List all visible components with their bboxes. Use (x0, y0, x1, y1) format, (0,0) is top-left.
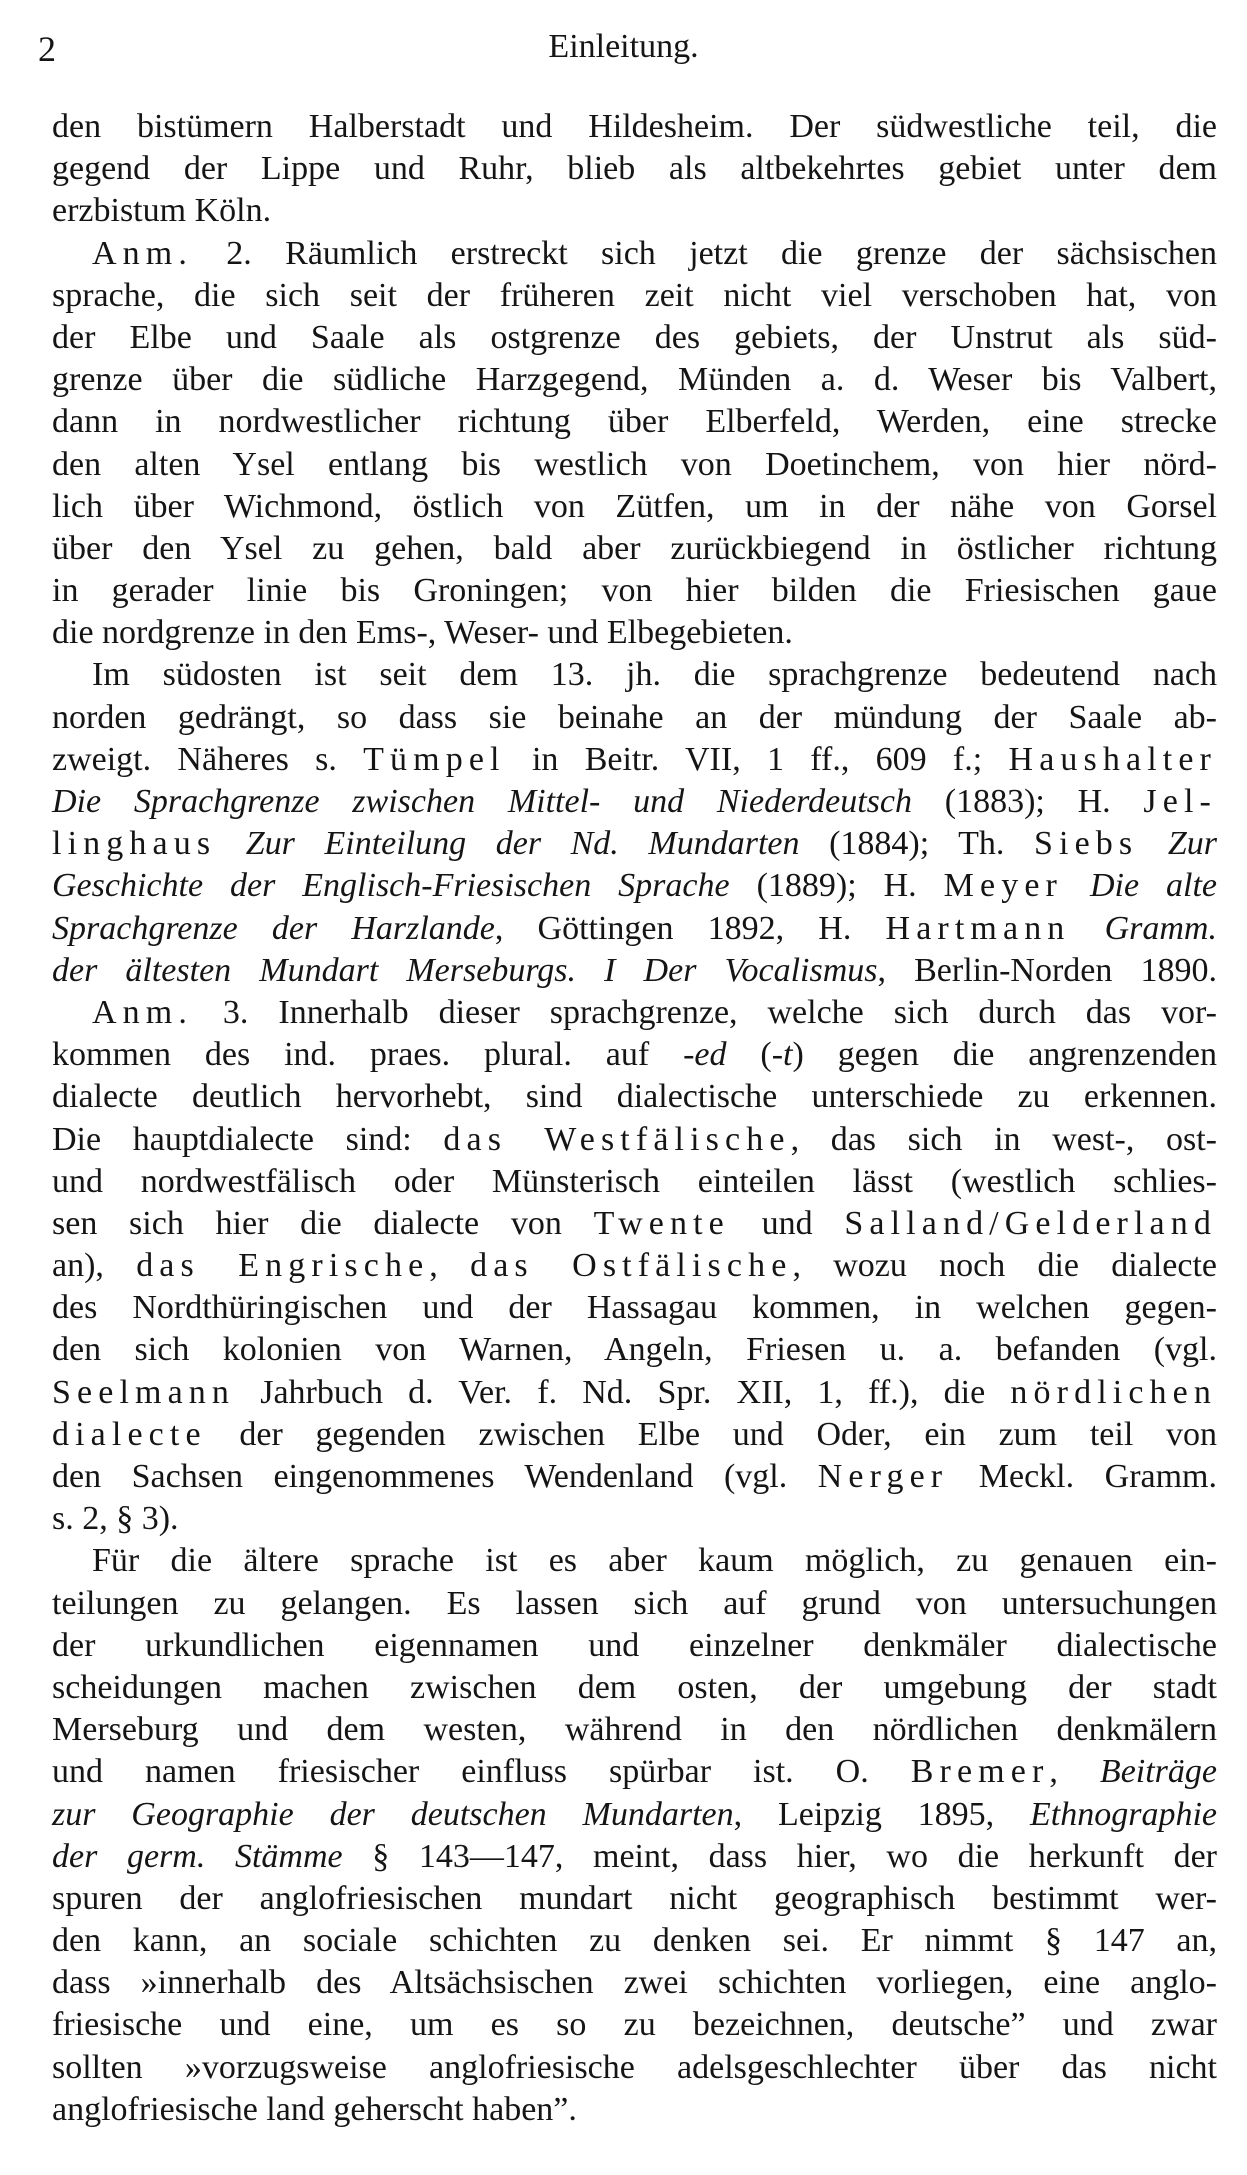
text-run: Die hauptdialecte sind: (52, 1120, 444, 1158)
text-run: teilungen zu gelangen. Es lassen sich auf grund von untersuchungen (52, 1584, 1217, 1622)
line-content (92, 233, 1217, 275)
text-run: norden gedrängt, so dass sie beinahe an der mündung der Saale ab- (52, 698, 1217, 736)
line-content (52, 1456, 1217, 1498)
text-run: den sich kolonien von Warnen, Angeln, Friesen u. a. befanden (vgl. (52, 1331, 1217, 1369)
spaced-name: das Westfälische (443, 1120, 791, 1158)
spaced-name: Hartmann (885, 909, 1071, 947)
text-run: Meckl. Gramm. (948, 1458, 1217, 1495)
line-content (52, 2089, 577, 2131)
text-line (52, 486, 1217, 528)
text-line (52, 1119, 1217, 1161)
text-run: dann in nordwestlicher richtung über Elberfeld, Werden, eine strecke (52, 403, 1217, 441)
line-content (52, 1667, 1217, 1709)
line-content (52, 275, 1217, 317)
text-run: die nordgrenze in den Ems-, Weser- und Elbegebieten. (52, 614, 793, 652)
text-run: (1889); H. (729, 867, 944, 905)
text-line (52, 444, 1217, 486)
text-line (52, 1414, 1217, 1456)
text-run: und (729, 1204, 845, 1242)
text-line (52, 823, 1217, 865)
text-run (1063, 867, 1090, 904)
text-run: , (429, 1247, 471, 1285)
page-number: 2 (38, 29, 56, 69)
line-content (52, 1920, 1217, 1962)
text-line (52, 2004, 1217, 2046)
line-content (52, 401, 1217, 443)
line-content (52, 1329, 1217, 1371)
text-line (52, 950, 1217, 992)
text-run: in gerader linie bis Groningen; von hier bilden die Friesischen gaue (52, 572, 1217, 610)
line-content (52, 1583, 1217, 1625)
text-line (52, 865, 1217, 907)
text-line (52, 1076, 1217, 1118)
text-line (52, 1751, 1217, 1793)
text-run: anglofriesische land geherscht haben”. (52, 2090, 577, 2128)
line-content (52, 908, 1217, 950)
spaced-name: Nerger (817, 1458, 949, 1495)
text-run: der Elbe und Saale als ostgrenze des gebiets, der Unstrut als süd- (52, 318, 1217, 356)
paragraph-first-line (52, 654, 1217, 696)
spaced-name: Meyer (943, 867, 1063, 905)
line-content (52, 1076, 1217, 1118)
spaced-name: linghaus (52, 825, 217, 863)
text-run: 3. Innerhalb dieser sprachgrenze, welche sich durch das vor- (192, 993, 1217, 1031)
text-run: über den Ysel zu gehen, bald aber zurückbiegend in östlicher richtung (52, 529, 1217, 567)
line-content (52, 486, 1217, 528)
text-line (52, 190, 1217, 232)
italic-title: Die Sprachgrenze zwischen Mittel- und Niederdeutsch (52, 783, 912, 820)
line-content (52, 317, 1217, 359)
paragraph-first-line (52, 992, 1217, 1034)
body-text (52, 106, 1217, 2131)
line-content (52, 697, 1217, 739)
text-line (52, 148, 1217, 190)
line-content (52, 1878, 1217, 1920)
text-line (52, 1836, 1217, 1878)
line-content (52, 570, 1217, 612)
line-content (52, 1245, 1217, 1287)
text-line (52, 1287, 1217, 1329)
spaced-name: Salland/Gelderland (844, 1204, 1217, 1242)
text-line (52, 697, 1217, 739)
text-run (216, 825, 246, 862)
line-content (52, 2047, 1217, 2089)
text-run: den alten Ysel entlang bis westlich von Doetinchem, von hier nörd- (52, 445, 1217, 483)
line-content (52, 2004, 1217, 2046)
text-line (52, 317, 1217, 359)
text-run: Im südosten ist seit dem 13. jh. die sprachgrenze bedeutend nach (92, 656, 1217, 694)
text-run: scheidungen machen zwischen dem osten, der umgebung der stadt (52, 1668, 1217, 1706)
line-content (52, 528, 1217, 570)
text-line (52, 1709, 1217, 1751)
text-line (52, 1329, 1217, 1371)
italic-title: Sprachgrenze der Harzlande (52, 909, 495, 947)
text-run: gegend der Lippe und Ruhr, blieb als altbekehrtes gebiet unter dem (52, 150, 1217, 188)
text-run: , Leipzig 1895, (733, 1795, 1031, 1833)
line-content (52, 1625, 1217, 1667)
text-run: den kann, an sociale schichten zu denken sei. Er nimmt § 147 an, (52, 1922, 1217, 1960)
text-run: grenze über die südliche Harzgegend, Münden a. d. Weser bis Valbert, (52, 361, 1217, 399)
line-content (52, 359, 1217, 401)
italic-title: der germ. Stämme (52, 1837, 343, 1875)
line-content (52, 1498, 179, 1540)
line-content (52, 781, 1217, 823)
text-run: § 143—147, meint, dass hier, wo die herkunft der (342, 1837, 1217, 1875)
line-content (52, 1962, 1217, 2004)
text-line (52, 739, 1217, 781)
spaced-name: das Ostfälische (470, 1247, 793, 1285)
text-run: spuren der anglofriesischen mundart nicht geographisch bestimmt wer- (52, 1879, 1217, 1917)
text-run: , Berlin-Norden 1890. (877, 951, 1217, 989)
text-run: 2. Räumlich erstreckt sich jetzt die grenze der sächsischen (192, 234, 1217, 272)
italic-title: Geschichte der Englisch-Friesischen Sprache (52, 867, 730, 905)
text-run: s. 2, § 3). (52, 1500, 179, 1538)
line-content (52, 823, 1217, 865)
italic-title: Gramm. (1104, 909, 1217, 947)
text-run: der urkundlichen eigennamen und einzelner denkmäler dialectische (52, 1626, 1217, 1664)
text-run: den bistümern Halberstadt und Hildesheim. Der südwestliche teil, die (52, 108, 1217, 145)
line-content (52, 1751, 1217, 1793)
text-run: sprache, die sich seit der früheren zeit nicht viel verschoben hat, von (52, 276, 1217, 314)
text-line (52, 359, 1217, 401)
spaced-name: Tümpel (363, 740, 506, 778)
line-content (52, 739, 1217, 781)
text-run: Für die ältere sprache ist es aber kaum möglich, zu genauen ein- (92, 1542, 1217, 1580)
text-run: dass »innerhalb des Altsächsischen zwei schichten vorliegen, eine anglo- (52, 1964, 1217, 2002)
text-run: sen sich hier die dialecte von (52, 1204, 594, 1242)
text-line (52, 1372, 1217, 1414)
text-line (52, 1920, 1217, 1962)
italic-title: der ältesten Mundart Merseburgs. I Der Vocalismus (52, 951, 878, 989)
spaced-name: Twente (593, 1204, 730, 1242)
text-run: Merseburg und dem westen, während in den nördlichen denkmälern (52, 1711, 1217, 1749)
text-line (52, 908, 1217, 950)
text-run: ) gegen die angrenzenden (792, 1036, 1217, 1074)
text-run: , Göttingen 1892, H. (494, 909, 886, 947)
spaced-name: nördlichen (1010, 1373, 1217, 1411)
text-run: in Beitr. VII, 1 ff., 609 f.; (505, 740, 1009, 778)
text-run: Jahrbuch d. Ver. f. Nd. Spr. XII, 1, ff.), die (235, 1373, 1011, 1411)
text-line (52, 1878, 1217, 1920)
line-content (52, 1836, 1217, 1878)
text-line (52, 1161, 1217, 1203)
line-content (52, 148, 1217, 190)
text-line (52, 1245, 1217, 1287)
line-content (52, 190, 271, 232)
text-run: (1883); H. (912, 783, 1144, 820)
text-run (1138, 825, 1168, 862)
text-line (52, 1203, 1217, 1245)
text-line (52, 401, 1217, 443)
line-content (52, 865, 1217, 907)
text-run: der gegenden zwischen Elbe und Oder, ein zum teil von (206, 1415, 1217, 1453)
line-content (52, 612, 793, 654)
text-run (1070, 910, 1104, 947)
text-run: , das sich in west-, ost- (790, 1120, 1217, 1158)
text-line (52, 2047, 1217, 2089)
spaced-name: Seelmann (52, 1373, 236, 1411)
running-head-title: Einleitung. (548, 28, 699, 65)
text-line (52, 612, 1217, 654)
line-content (52, 1203, 1217, 1245)
line-content (92, 654, 1217, 696)
text-line (52, 1498, 1217, 1540)
text-run: , (1049, 1753, 1100, 1791)
text-run: zweigt. Näheres s. (52, 740, 364, 778)
text-run: und namen friesischer einfluss spürbar ist. O. (52, 1753, 911, 1791)
text-line (52, 1456, 1217, 1498)
text-run: und nordwestfälisch oder Münsterisch einteilen lässt (westlich schlies- (52, 1162, 1217, 1200)
line-content (52, 1372, 1217, 1414)
line-content (52, 1414, 1217, 1456)
italic-title: -t (771, 1036, 793, 1074)
text-line (52, 1034, 1217, 1076)
line-content (52, 1709, 1217, 1751)
spaced-name: das Engrische (136, 1247, 430, 1285)
line-content (52, 106, 1217, 148)
text-line (52, 2089, 1217, 2131)
text-run: an), (52, 1247, 137, 1285)
italic-title: Die alte (1089, 867, 1217, 905)
text-run: des Nordthüringischen und der Hassagau kommen, in welchen gegen- (52, 1289, 1217, 1327)
line-content (52, 1034, 1217, 1076)
text-line (52, 1625, 1217, 1667)
spaced-name: Bremer (910, 1753, 1050, 1791)
italic-title: zur Geographie der deutschen Mundarten (52, 1795, 734, 1833)
paragraph-first-line (52, 1540, 1217, 1582)
paragraph-first-line (52, 233, 1217, 275)
spaced-name: dialecte (52, 1415, 207, 1453)
text-line (52, 781, 1217, 823)
text-run: , wozu noch die dialecte (792, 1247, 1217, 1285)
line-content (52, 1287, 1217, 1329)
text-line (52, 1962, 1217, 2004)
text-line (52, 1667, 1217, 1709)
italic-title: Zur (1167, 825, 1217, 863)
text-line (52, 106, 1217, 148)
text-run: kommen des ind. praes. plural. auf (52, 1036, 684, 1074)
line-content (52, 444, 1217, 486)
line-content (52, 950, 1217, 992)
text-line (52, 275, 1217, 317)
text-run: ( (726, 1036, 772, 1074)
text-run: lich über Wichmond, östlich von Zütfen, um in der nähe von Gorsel (52, 487, 1217, 525)
italic-title: Beiträge (1099, 1753, 1217, 1791)
spaced-name: Siebs (1033, 825, 1139, 863)
line-content (92, 992, 1217, 1034)
line-content (52, 1161, 1217, 1203)
text-line (52, 1583, 1217, 1625)
text-run: friesische und eine, um es so zu bezeichnen, deutsche” und zwar (52, 2006, 1217, 2044)
text-run: (1884); Th. (799, 825, 1034, 863)
spaced-name: Anm. (92, 993, 193, 1031)
text-run: dialecte deutlich hervorhebt, sind dialectische unterschiede zu erkennen. (52, 1078, 1217, 1116)
text-run: sollten »vorzugsweise anglofriesische adelsgeschlechter über das nicht (52, 2048, 1217, 2086)
line-content (52, 1119, 1217, 1161)
line-content (92, 1540, 1217, 1582)
text-line (52, 528, 1217, 570)
line-content (52, 1794, 1217, 1836)
text-run: erzbistum Köln. (52, 192, 272, 230)
spaced-name: Haushalter (1008, 740, 1217, 778)
italic-title: Zur Einteilung der Nd. Mundarten (245, 825, 800, 863)
spaced-name: Anm. (92, 234, 193, 272)
italic-title: Ethnographie (1030, 1795, 1217, 1833)
text-run: den Sachsen eingenommenes Wendenland (vgl. (52, 1458, 818, 1495)
italic-title: -ed (683, 1036, 727, 1074)
text-line (52, 1794, 1217, 1836)
spaced-name: Jel- (1143, 783, 1217, 820)
text-line (52, 570, 1217, 612)
